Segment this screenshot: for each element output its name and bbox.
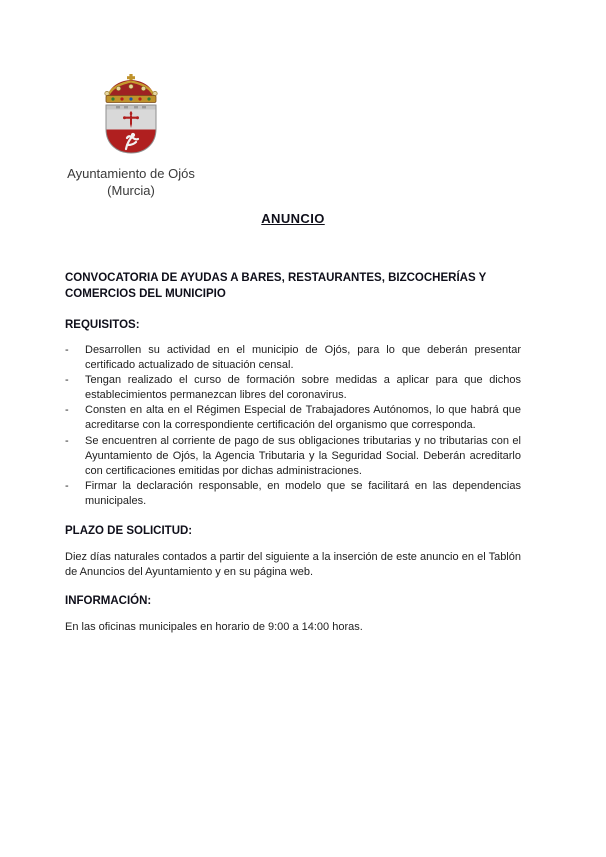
requisitos-list <box>65 343 521 509</box>
list-item <box>65 434 521 479</box>
list-item-text: Consten en alta en el Régimen Especial de Trabajadores Autónomos, lo que habrá que acreditarse con la correspondiente certificación del organismo que corresponda. <box>85 404 521 432</box>
document-body <box>65 205 521 635</box>
plazo-text: Diez días naturales contados a partir del siguiente a la inserción de este anuncio en el Tablón de Anuncios del Ayuntamiento y en su página web. <box>65 551 521 579</box>
list-item <box>65 403 521 433</box>
ojos-coat-of-arms-icon <box>94 72 168 156</box>
bullet-marker: - <box>65 404 69 417</box>
list-item-text: Firmar la declaración responsable, en modelo que se facilitará en las dependencias municipales. <box>85 479 521 507</box>
list-item-text: Se encuentren al corriente de pago de sus obligaciones tributarias y no tributarias con el Ayuntamiento de Ojós, la Agencia Tributaria y la Seguridad Social. Deberán acreditarlo con certificaciones emitidas por dichas administraciones. <box>85 434 521 477</box>
plazo-heading: PLAZO DE SOLICITUD: <box>65 525 193 538</box>
list-item-text: Tengan realizado el curso de formación sobre medidas a aplicar para que dichos establecimientos permanezcan libres del coronavirus. <box>85 374 521 402</box>
bullet-marker: - <box>65 434 69 447</box>
list-item-text: Desarrollen su actividad en el municipio de Ojós, para lo que deberán presentar certificado actualizado de situación censal. <box>85 344 521 372</box>
announcement-headline: CONVOCATORIA DE AYUDAS A BARES, RESTAURANTES, BIZCOCHERÍAS Y COMERCIOS DEL MUNICIPIO <box>65 272 487 300</box>
bullet-marker: - <box>65 344 69 356</box>
shield-icon <box>106 105 156 153</box>
document-header <box>46 72 216 199</box>
requisitos-heading: REQUISITOS: <box>65 319 140 331</box>
bullet-marker: - <box>65 479 69 492</box>
organization-name: Ayuntamiento de Ojós <box>67 166 195 181</box>
list-item <box>65 479 521 509</box>
informacion-text: En las oficinas municipales en horario de 9:00 a 14:00 horas. <box>65 620 363 633</box>
list-item <box>65 373 521 403</box>
document-title: ANUNCIO <box>261 211 325 226</box>
informacion-heading: INFORMACIÓN: <box>65 594 152 607</box>
bullet-marker: - <box>65 374 69 387</box>
crown-icon <box>105 74 157 103</box>
list-item <box>65 343 521 373</box>
organization-region: (Murcia) <box>107 183 155 198</box>
